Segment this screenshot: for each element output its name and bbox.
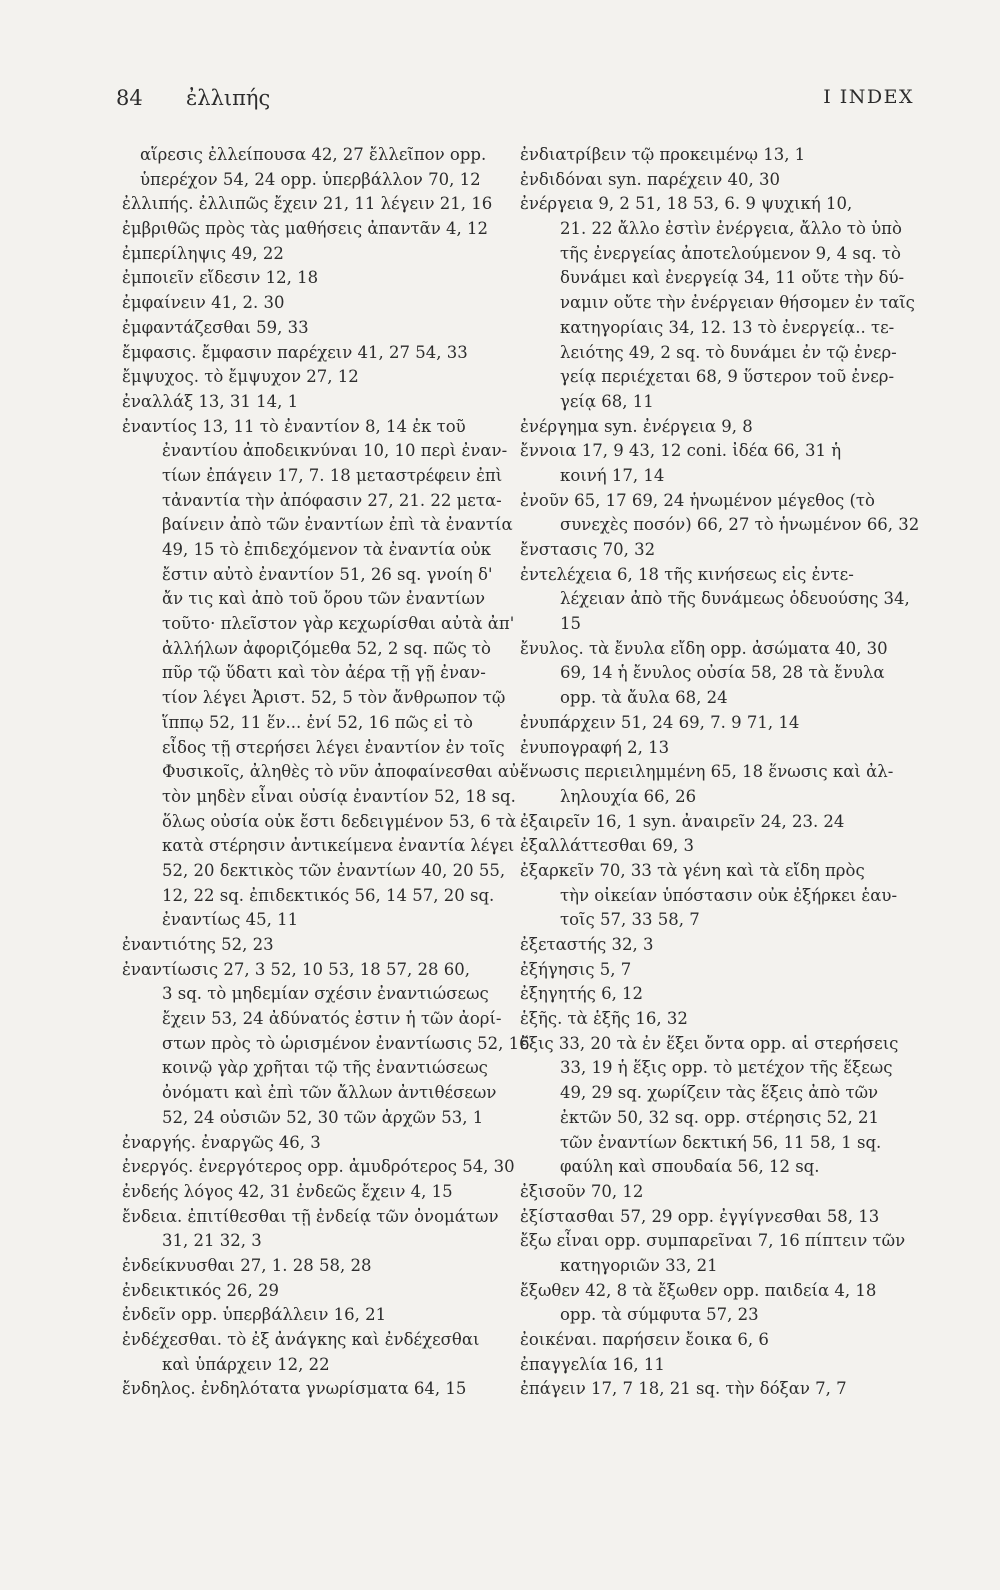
index-line: τοῖς 57, 33 58, 7 [560,910,700,930]
index-line: καὶ ὑπάρχειν 12, 22 [162,1354,330,1374]
index-line: ἔξω εἶναι opp. συμπαρεῖναι 7, 16 πίπτειν τῶν [520,1231,906,1251]
index-line: 15 [560,614,581,634]
right-column [520,143,920,1402]
index-line: opp. τὰ ἄυλα 68, 24 [560,688,728,708]
index-line: 49, 15 τὸ ἐπιδεχόμενον τὰ ἐναντία οὐκ [162,540,491,559]
index-line: ὑπερέχον 54, 24 opp. ὑπερβάλλον 70, 12 [140,169,481,189]
section-title: I INDEX [823,86,914,108]
index-line: δυνάμει καὶ ἐνεργείᾳ 34, 11 οὔτε τὴν δύ- [560,268,905,288]
index-line: ἔννοια 17, 9 43, 12 coni. ἰδέα 66, 31 ἡ [520,441,842,461]
index-line: λέχειαν ἀπὸ τῆς δυνάμεως ὁδευούσης 34, [560,589,910,609]
index-line: ἐμποιεῖν εἴδεσιν 12, 18 [122,268,319,288]
index-line: ἔνστασις 70, 32 [520,540,656,559]
index-line: 52, 24 οὐσιῶν 52, 30 τῶν ἀρχῶν 53, 1 [162,1107,484,1127]
index-line: ἐνδιατρίβειν τῷ προκειμένῳ 13, 1 [520,145,806,164]
index-line: 12, 22 sq. ἐπιδεκτικός 56, 14 57, 20 sq. [162,885,495,905]
index-line: ἐναντίωσις 27, 3 52, 10 53, 18 57, 28 60, [122,959,470,979]
index-line: αἵρεσις ἐλλείπουσα 42, 27 ἔλλεῖπον opp. [140,145,487,164]
index-line: ἔμφασις. ἔμφασιν παρέχειν 41, 27 54, 33 [122,342,468,362]
index-line: ἐναργής. ἐναργῶς 46, 3 [122,1132,321,1152]
index-line: ἵππῳ 52, 11 ἕν... ἑνί 52, 16 πῶς εἰ τὸ [162,712,473,732]
index-line: 31, 21 32, 3 [162,1231,262,1251]
index-line: ἐκτῶν 50, 32 sq. opp. στέρησις 52, 21 [560,1107,880,1127]
index-line: κατὰ στέρησιν ἀντικείμενα ἐναντία λέγει [162,836,515,856]
index-line: ἔχειν 53, 24 ἀδύνατός ἐστιν ἡ τῶν ἀορί- [162,1009,502,1029]
index-line: εἶδος τῇ στερήσει λέγει ἐναντίον ἐν τοῖς [162,737,505,757]
index-line: ἐμφαίνειν 41, 2. 30 [122,293,285,313]
index-line: ἐνυπάρχειν 51, 24 69, 7. 9 71, 14 [520,712,800,732]
index-line: ἄν τις καὶ ἀπὸ τοῦ ὅρου τῶν ἐναντίων [162,589,486,609]
index-line: ἐξίστασθαι 57, 29 opp. ἐγγίγνεσθαι 58, 13 [520,1206,880,1226]
index-line: ἔξωθεν 42, 8 τὰ ἔξωθεν opp. παιδεία 4, 18 [520,1280,877,1300]
index-line: 69, 14 ἡ ἔνυλος οὐσία 58, 28 τὰ ἔνυλα [560,663,885,683]
index-line: ἐνεργός. ἐνεργότερος opp. ἀμυδρότερος 54, 30 [122,1157,515,1177]
index-line: ἐλλιπής. ἐλλιπῶς ἔχειν 21, 11 λέγειν 21, 16 [122,194,493,214]
index-line: γείᾳ περιέχεται 68, 9 ὕστερον τοῦ ἐνερ- [560,367,895,387]
index-line: ἐνέργημα syn. ἐνέργεια 9, 8 [520,416,753,436]
index-line: κοινή 17, 14 [560,465,665,485]
index-line: ἐμφαντάζεσθαι 59, 33 [122,317,309,337]
index-line: 33, 19 ἡ ἕξις opp. τὸ μετέχον τῆς ἕξεως [560,1058,893,1078]
index-line: ἐμβριθῶς πρὸς τὰς μαθήσεις ἀπαντᾶν 4, 12 [122,219,489,239]
index-line: ἑξῆς. τὰ ἑξῆς 16, 32 [520,1009,688,1029]
index-line: κατηγορίαις 34, 12. 13 τὸ ἐνεργείᾳ.. τε- [560,317,895,337]
index-line: ἐναντίος 13, 11 τὸ ἐναντίον 8, 14 ἐκ τοῦ [122,416,466,436]
index-line: ἐνδεικτικός 26, 29 [122,1280,279,1300]
index-line: ληλουχία 66, 26 [560,786,697,806]
index-line: opp. τὰ σύμφυτα 57, 23 [560,1305,759,1325]
index-line: ἕνωσις περιειλημμένη 65, 18 ἕνωσις καὶ ἀλ- [520,762,894,782]
index-line: συνεχὲς ποσόν) 66, 27 τὸ ἡνωμένον 66, 32 [560,515,920,535]
index-line: 52, 20 δεκτικὸς τῶν ἐναντίων 40, 20 55, [162,860,506,880]
index-line: ἐνδείκνυσθαι 27, 1. 28 58, 28 [122,1255,372,1275]
index-line: ἐξήγησις 5, 7 [520,959,632,979]
index-line: τῆς ἐνεργείας ἀποτελούμενον 9, 4 sq. τὸ [560,243,901,263]
index-line: ἐνδιδόναι syn. παρέχειν 40, 30 [520,169,780,189]
running-head: ἐλλιπής [186,86,271,110]
index-line: φαύλη καὶ σπουδαία 56, 12 sq. [560,1157,820,1177]
page-number: 84 [116,86,143,110]
index-line: ἐναλλάξ 13, 31 14, 1 [122,391,299,411]
index-line: ὀνόματι καὶ ἐπὶ τῶν ἄλλων ἀντιθέσεων [162,1083,497,1103]
page-header [116,86,914,118]
index-line: ἐξαιρεῖν 16, 1 syn. ἀναιρεῖν 24, 23. 24 [520,811,845,831]
index-line: 21. 22 ἄλλο ἐστὶν ἐνέργεια, ἄλλο τὸ ὑπὸ [560,219,902,239]
index-line: ἐνοῦν 65, 17 69, 24 ἡνωμένον μέγεθος (τὸ [520,490,875,510]
index-line: τοῦτο· πλεῖστον γὰρ κεχωρίσθαι αὐτὰ ἀπ' [162,614,515,634]
index-line: στων πρὸς τὸ ὡρισμένον ἐναντίωσις 52, 16 [162,1033,530,1053]
index-line: Φυσικοῖς, ἀληθὲς τὸ νῦν ἀποφαίνεσθαι αὐ- [162,762,525,782]
index-line: ἐξαλλάττεσθαι 69, 3 [520,836,694,856]
index-line: ἀλλήλων ἀφοριζόμεθα 52, 2 sq. πῶς τὸ [162,638,491,658]
index-line: γείᾳ 68, 11 [560,391,654,411]
index-line: ἔμψυχος. τὸ ἔμψυχον 27, 12 [122,367,359,387]
index-line: ἐντελέχεια 6, 18 τῆς κινήσεως εἰς ἐντε- [520,564,854,584]
index-line: ἐναντίως 45, 11 [162,910,299,930]
index-line: τἀναντία τὴν ἀπόφασιν 27, 21. 22 μετα- [162,490,502,510]
index-line: 3 sq. τὸ μηδεμίαν σχέσιν ἐναντιώσεως [162,984,489,1004]
index-line: πῦρ τῷ ὕδατι καὶ τὸν ἀέρα τῇ γῇ ἐναν- [162,663,486,683]
index-line: τίων ἐπάγειν 17, 7. 18 μεταστρέφειν ἐπὶ [162,465,503,485]
index-line: ἐξαρκεῖν 70, 33 τὰ γένη καὶ τὰ εἴδη πρὸς [520,860,865,880]
index-line: ἐξηγητής 6, 12 [520,984,644,1004]
index-line: τὴν οἰκείαν ὑπόστασιν οὐκ ἐξήρκει ἑαυ- [560,885,898,905]
index-line: ἐνυπογραφή 2, 13 [520,737,670,757]
index-line: βαίνειν ἀπὸ τῶν ἐναντίων ἐπὶ τὰ ἐναντία [162,515,513,535]
index-line: τῶν ἐναντίων δεκτική 56, 11 58, 1 sq. [560,1132,882,1152]
index-line: ἐναντιότης 52, 23 [122,935,274,954]
index-line: ἐπαγγελία 16, 11 [520,1354,665,1374]
index-line: λειότης 49, 2 sq. τὸ δυνάμει ἐν τῷ ἐνερ- [560,342,897,362]
index-line: κοινῷ γὰρ χρῆται τῷ τῆς ἐναντιώσεως [162,1058,488,1078]
index-line: ἐναντίου ἀποδεικνύναι 10, 10 περὶ ἐναν- [162,441,508,461]
index-line: ἐξισοῦν 70, 12 [520,1181,644,1201]
index-line: ναμιν οὔτε τὴν ἐνέργειαν θήσομεν ἐν ταῖς [560,293,915,313]
index-line: ἐνδέχεσθαι. τὸ ἐξ ἀνάγκης καὶ ἐνδέχεσθαι [122,1330,480,1349]
index-line: ἐνδεῖν opp. ὑπερβάλλειν 16, 21 [122,1305,387,1325]
index-line: κατηγοριῶν 33, 21 [560,1255,718,1275]
index-line: ἕξις 33, 20 τὰ ἐν ἕξει ὄντα opp. αἱ στερήσεις [520,1033,899,1053]
index-line: ὅλως οὐσία οὐκ ἔστι δεδειγμένον 53, 6 τὰ [162,811,517,831]
index-line: τὸν μηδὲν εἶναι οὐσίᾳ ἐναντίον 52, 18 sq. [162,786,516,806]
index-line: ἔνυλος. τὰ ἔνυλα εἴδη opp. ἀσώματα 40, 30 [520,638,888,658]
index-line: ἐμπερίληψις 49, 22 [122,243,284,263]
left-column [122,143,530,1402]
index-line: ἐνέργεια 9, 2 51, 18 53, 6. 9 ψυχική 10, [520,194,853,214]
index-line: ἔνδεια. ἐπιτίθεσθαι τῇ ἐνδείᾳ τῶν ὀνομάτων [122,1206,499,1226]
index-line: 49, 29 sq. χωρίζειν τὰς ἕξεις ἀπὸ τῶν [560,1083,879,1103]
index-line: ἔνδηλος. ἐνδηλότατα γνωρίσματα 64, 15 [122,1379,467,1399]
index-line: ἐοικέναι. παρήσειν ἔοικα 6, 6 [520,1330,769,1349]
index-line: ἐπάγειν 17, 7 18, 21 sq. τὴν δόξαν 7, 7 [520,1379,847,1399]
index-line: ἔστιν αὐτὸ ἐναντίον 51, 26 sq. γνοίη δ' [162,564,493,584]
index-line: ἐνδεής λόγος 42, 31 ἐνδεῶς ἔχειν 4, 15 [122,1181,453,1201]
index-line: τίον λέγει Ἀριστ. 52, 5 τὸν ἄνθρωπον τῷ [162,688,506,708]
index-line: ἐξεταστής 32, 3 [520,935,654,954]
